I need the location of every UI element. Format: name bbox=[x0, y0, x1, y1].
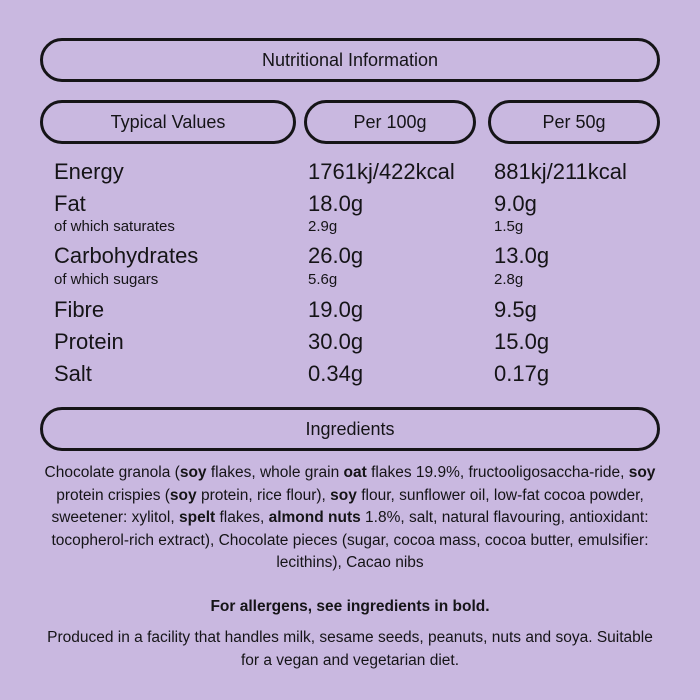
nutrient-sub-name: of which sugars bbox=[54, 271, 159, 288]
nutrient-sub-per50: 1.5g bbox=[494, 218, 524, 235]
ingredients-header bbox=[40, 407, 660, 451]
nutrient-per50: 9.5g bbox=[494, 297, 537, 322]
nutrient-name: Protein bbox=[54, 329, 124, 354]
ingredients-segment: 1.8%, salt, natural flavouring, antioxidant: tocopherol-rich extract), Chocolate pieces (sugar, cocoa mass, cocoa butter, emulsifier: lecithins), Cacao nibs bbox=[51, 509, 649, 571]
nutrient-name: Carbohydrates bbox=[54, 243, 199, 268]
ingredients-segment: Chocolate granola ( bbox=[44, 464, 180, 481]
nutrient-name: Salt bbox=[54, 361, 92, 386]
per-100g-label: Per 100g bbox=[353, 111, 427, 132]
allergen-ingredient: soy bbox=[179, 464, 207, 481]
ingredients-segment: flakes, bbox=[215, 509, 269, 526]
nutrient-per100: 30.0g bbox=[308, 329, 364, 354]
typical-values-header bbox=[40, 100, 296, 144]
typical-values-label: Typical Values bbox=[110, 111, 226, 132]
nutrient-sub-per100: 5.6g bbox=[308, 271, 338, 288]
nutrient-name: Fibre bbox=[54, 297, 105, 322]
nutrient-per100: 19.0g bbox=[308, 297, 364, 322]
ingredients-title: Ingredients bbox=[305, 418, 395, 439]
allergen-notice: For allergens, see ingredients in bold. bbox=[210, 598, 490, 615]
nutritional-information-title: Nutritional Information bbox=[261, 49, 439, 70]
facility-notice: Produced in a facility that handles milk, sesame seeds, peanuts, nuts and soya. Suitable for a vegan and vegetarian diet. bbox=[47, 629, 653, 669]
per-100g-header bbox=[304, 100, 476, 144]
ingredients-segment: protein, rice flour), bbox=[196, 486, 331, 504]
ingredients-segment: protein crispies ( bbox=[56, 486, 170, 504]
nutrient-per100: 26.0g bbox=[308, 243, 364, 268]
nutrient-per50: 9.0g bbox=[494, 191, 537, 216]
nutrient-per50: 881kj/211kcal bbox=[494, 159, 627, 184]
nutrient-sub-name: of which saturates bbox=[54, 218, 175, 235]
nutrient-name: Fat bbox=[54, 191, 86, 216]
nutrient-per100: 18.0g bbox=[308, 191, 364, 216]
allergen-ingredient: oat bbox=[343, 464, 367, 481]
nutrient-per100: 0.34g bbox=[308, 361, 364, 386]
nutrient-name: Energy bbox=[54, 159, 124, 184]
allergen-ingredient: almond nuts bbox=[268, 509, 361, 526]
nutrient-per50: 13.0g bbox=[494, 243, 550, 268]
allergen-ingredient: soy bbox=[169, 486, 197, 504]
ingredients-segment: flakes, whole grain bbox=[206, 464, 344, 481]
nutrient-per50: 0.17g bbox=[494, 361, 550, 386]
ingredients-list bbox=[20, 462, 680, 575]
allergen-ingredient: spelt bbox=[178, 509, 216, 526]
nutrient-sub-per50: 2.8g bbox=[494, 271, 524, 288]
nutrient-per50: 15.0g bbox=[494, 329, 550, 354]
per-50g-label: Per 50g bbox=[542, 111, 606, 132]
allergen-ingredient: soy bbox=[628, 464, 656, 481]
ingredients-segment: flakes 19.9%, fructooligosaccha-ride, bbox=[366, 464, 629, 481]
allergen-ingredient: soy bbox=[330, 486, 357, 504]
nutrient-per100: 1761kj/422kcal bbox=[308, 159, 455, 184]
per-50g-header bbox=[488, 100, 660, 144]
nutrient-sub-per100: 2.9g bbox=[308, 218, 338, 235]
nutritional-information-header bbox=[40, 38, 660, 82]
ingredients-segment: flour, sunflower oil, low-fat cocoa powder, sweetener: xylitol, bbox=[51, 486, 644, 526]
